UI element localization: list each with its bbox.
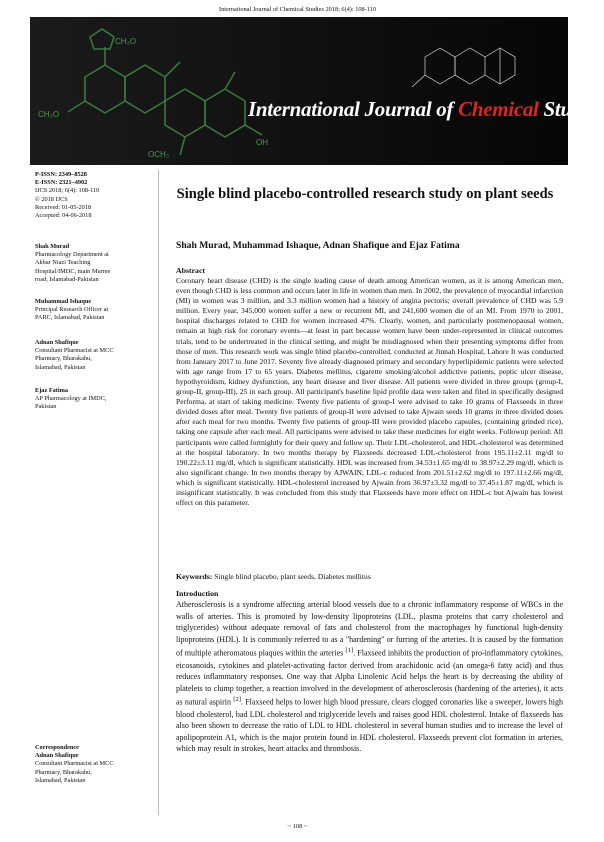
chem-label: CH₃O (38, 110, 60, 119)
introduction-text (176, 599, 563, 755)
intro-sentence: . Flaxseed inhibits the production of pro-inflammatory cytokines, eicosanoids, cytokines and platelet-activating factor derived from arachidonic acid (an omega-6 fatty acid) and thus reduces inflammatory responses. One way that Alpha Linolenic Acid helps the heart is by decreasing the ability of platelets to clump together, a reaction involved in the development of atherosclerosis (hardening of the arteries), it acts as natural aspirin (176, 649, 563, 708)
affiliation-block (35, 339, 150, 372)
affiliation-line: Pharmacology Department at (35, 251, 109, 259)
correspondence-line: Pharmacy, Bharakahu, (35, 768, 92, 776)
affiliation-line: road, Islamabad-Pakistan (35, 275, 99, 283)
received-date: Received: 01-05-2018 (35, 203, 92, 211)
affiliation-line: AP Pharmacology at IMDC, (35, 395, 107, 403)
correspondence-block (35, 744, 150, 785)
affiliation-name: Muhammad Ishaque (35, 298, 92, 305)
molecule-graphic (30, 17, 568, 165)
running-header: International Journal of Chemical Studies 2018; 6(4): 108-110 (219, 6, 376, 13)
affiliation-line: Pharmacy, Bharakahu, (35, 355, 92, 363)
affiliation-line: Pakistan (35, 403, 57, 411)
affiliation-block (35, 298, 150, 323)
affiliation-line: PARC, Islamabad, Pakistan (35, 314, 105, 322)
affiliation-name: Ejaz Fatima (35, 387, 69, 394)
correspondence-line: Islamabad, Pakistan (35, 776, 86, 784)
citation-ref: [2] (233, 696, 241, 704)
affiliation-block (35, 243, 150, 284)
accepted-date: Accepted: 04-06-2018 (35, 212, 92, 220)
affiliation-line: Akbar Niazi Teaching (35, 259, 91, 267)
journal-title-part: International Journal of (248, 97, 459, 121)
affiliation-line: Consultant Pharmacist at MCC (35, 347, 114, 355)
publication-meta (35, 171, 150, 220)
keywords-text: Single blind placebo, plant seeds, Diabetes mellitus (214, 572, 371, 581)
correspondence-heading: Correspondence (35, 744, 79, 751)
citation-ref: [1] (345, 647, 354, 655)
affiliation-block (35, 387, 150, 412)
affiliation-line: Hospital/IMDC, main Murree (35, 267, 111, 275)
chem-label: OCH₃ (148, 150, 170, 159)
intro-sentence: . Flaxseed helps to lower high blood pressure, clears clogged coronaries like a sweeper, lowers high blood cholesterol, bad LDL cholesterol and triglyceride levels and raises good HDL cholesterol. Intake of flaxseeds has also been shown to decrease the ratio of LDL to HDL cholesterol in several human studies and to increase the level of apolipoprotein A1, which is the major protein found in HDL cholesterol. Flaxseeds prevent clot formation in arteries, which may result in strokes, heart attacks and thrombosis. (176, 698, 564, 754)
abstract-text: Coronary heart disease (CHD) is the single leading cause of death among American women, as it is among American men, even though CHD is less common and occurs later in life in women than men. In 2002, the prevalence of myocardial infarction (MI) in women was 3 million, and 3.3 million women had a history of angina pectoris; overall prevalence of CHD was 5.9 million. Every year, 345,000 women suffer a new or recurrent MI, and 241,600 women die of an MI. From 1970 to 2001, hospital discharges related to CHD for women increased 47%. Clearly, women, and particularly postmenopausal women, remain at high risk for coronary events—at least in part because women have been under-represented in clinical outcomes trials, tend to be undertreated in the clinical setting, and might be misdiagnosed when their presenting symptoms differ from those of men. This research work was single blind placebo-controlled, conducted at Jinnah Hospital, Lahore It was conducted from January 2017 to June 2017. Seventy five already diagnosed primary and secondary hyperlipidemic patients were selected with age range from 17 to 65 years. Diabetes mellitus, cigarette smoking/alcohol addictive patients, peptic ulcer disease, hypothyroidism, kidney dysfunction, any heart disease and liver disease. All patients were divided in three groups (group-I, group-II, group-III), 25 in each group. All participant's baseline lipid profile data were taken and filed in specifically designed Performa, at start of taking medicine. Twenty five patients of group-I were advised to take 10 grams of Flaxseeds in three divided doses after meal. Twenty five patients of group-II were advised to take Ajwain seeds 10 grams in three divided doses after each meal for two months. Twenty five patients of group-III were provided placebo capsules, (containing grinded rice), taking one capsule after each meal. All participants were advised to take these medicines for eight weeks. Followup period: All participants were called fortnightly for their query and follow up. Their LDL-cholesterol, and HDL-cholesterol was determined at the hospital laboratory. In two months therapy by Flaxseeds decreased LDL-cholesterol from 195.11±2.11 mg/dl to 190.22±3.11 mg/dl, which is significant statistically. HDL was increased from 34.53±1.65 mg/dl to 38.97±2.29 mg/dl, which is also significant change. In two months therapy by AJWAIN, LDL-c reduced from 201.51±2.62 mg/dl to 197.11±2.66 mg/dl, which is significant statistically. HDL-cholesterol increased by Ajwain from 36.97±3.32 mg/dl to 37.45±1.87 mg/dl, which is insignificant statistically. It was concluded from this study that Flaxseeds have more effect on HDL-c but Ajwain has lowest effect on this parameter. (176, 276, 563, 508)
correspondence-name: Adnan Shafique (35, 752, 79, 760)
abstract-heading: Abstract (176, 266, 206, 275)
correspondence-line: Consultant Pharmacist at MCC (35, 760, 114, 768)
chem-label: OH (256, 138, 268, 147)
keywords-label: Keywords: (176, 572, 213, 581)
copyright: © 2018 IJCS (35, 195, 68, 203)
introduction-heading: Introduction (176, 589, 219, 598)
affiliation-name: Shah Murad (35, 243, 70, 250)
journal-banner (30, 17, 604, 165)
chem-label: CH₃O (115, 37, 137, 46)
journal-title (248, 97, 604, 122)
affiliation-line: Principal Research Officer at (35, 306, 109, 314)
affiliation-line: Islamabad, Pakistan (35, 363, 86, 371)
intro-sentence: Atherosclerosis is a syndrome affecting arterial blood vessels due to a chronic inflammatory response of WBCs in the walls of arteries. This is promoted by low-density lipoproteins (LDL, plasma proteins that carry cholesterol and triglycerides) without adequate removal of fats and cholesterol from the macrophages by functional high-density lipoproteins (HDL). It is commonly referred to as a "hardening" or furring of the arteries. It is caused by the formation of multiple atheromatous plaques within the arteries (176, 600, 563, 659)
volume-info: IJCS 2018; 6(4): 108-110 (35, 187, 100, 195)
p-issn: P-ISSN: 2349–8528 (35, 171, 87, 178)
e-issn: E-ISSN: 2321–4902 (35, 179, 88, 187)
page-number: ~ 108 ~ (287, 823, 308, 830)
journal-title-part: Studies (538, 97, 604, 121)
column-divider (158, 170, 159, 815)
affiliation-name: Adnan Shafique (35, 339, 79, 346)
journal-title-accent: Chemical (458, 97, 539, 121)
article-title: Single blind placebo-controlled research study on plant seeds (176, 186, 554, 202)
author-list: Shah Murad, Muhammad Ishaque, Adnan Shafique and Ejaz Fatima (176, 240, 460, 251)
keywords (176, 572, 563, 582)
